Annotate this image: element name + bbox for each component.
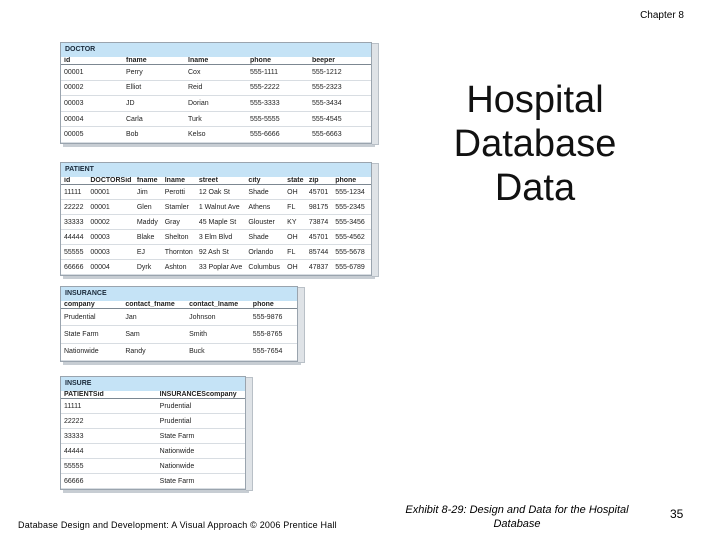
doctor-table (60, 42, 372, 144)
table-cell: 555-6666 (247, 127, 309, 143)
table-cell: 22222 (61, 414, 157, 429)
column-header: phone (250, 301, 297, 309)
table-cell: Columbus (245, 260, 284, 275)
column-header: beeper (309, 57, 371, 65)
table-cell: 00004 (61, 111, 123, 127)
table-cell: Ashton (162, 260, 196, 275)
table-cell: 22222 (61, 200, 87, 215)
table-cell: Stamler (162, 200, 196, 215)
table-cell: 66666 (61, 474, 157, 489)
table-cell: Buck (186, 343, 250, 360)
table-cell: State Farm (157, 429, 245, 444)
table-cell: 73874 (306, 215, 332, 230)
table-cell: 555-6663 (309, 127, 371, 143)
title-line-2: Database (453, 123, 617, 165)
column-header: company (61, 301, 122, 309)
column-header: fname (123, 57, 185, 65)
table-cell: 66666 (61, 260, 87, 275)
table-cell: 45701 (306, 230, 332, 245)
table-cell: 33333 (61, 429, 157, 444)
table-cell: 555-2222 (247, 80, 309, 96)
table-row (61, 245, 371, 260)
table-cell: KY (284, 215, 306, 230)
table-row (61, 429, 245, 444)
table-cell: Shade (245, 230, 284, 245)
table-cell: 555-2323 (309, 80, 371, 96)
table-edge (372, 163, 379, 277)
column-header: contact_lname (186, 301, 250, 309)
title-line-3: Data (494, 167, 576, 209)
table-cell: 555-3333 (247, 96, 309, 112)
table-cell: OH (284, 185, 306, 200)
table-row (61, 444, 245, 459)
table-row (61, 127, 371, 143)
table-cell: Jim (134, 185, 162, 200)
header-row (61, 301, 297, 309)
table-cell: Nationwide (157, 459, 245, 474)
table-cell: Prudential (157, 399, 245, 414)
table-cell: Perotti (162, 185, 196, 200)
table-name: INSURANCE (61, 287, 297, 301)
table-cell: 45701 (306, 185, 332, 200)
table-cell: Kelso (185, 127, 247, 143)
table-cell: 555-9876 (250, 309, 297, 326)
table-cell: 00001 (61, 65, 123, 81)
table-row (61, 96, 371, 112)
table-cell: 555-1212 (309, 65, 371, 81)
table-name: PATIENT (61, 163, 371, 177)
table-cell: 55555 (61, 459, 157, 474)
table-cell: 33 Poplar Ave (196, 260, 246, 275)
table-cell: 555-8765 (250, 326, 297, 343)
table-cell: Prudential (157, 414, 245, 429)
table-row (61, 200, 371, 215)
table-cell: Nationwide (61, 343, 122, 360)
table-cell: Gray (162, 215, 196, 230)
table-cell: 00004 (87, 260, 134, 275)
table-cell: Dorian (185, 96, 247, 112)
table-edge (246, 377, 253, 491)
table-cell: FL (284, 245, 306, 260)
table-cell: 44444 (61, 444, 157, 459)
table-grid (61, 391, 245, 489)
table-cell: 11111 (61, 185, 87, 200)
column-header: phone (332, 177, 371, 185)
table-cell: 92 Ash St (196, 245, 246, 260)
table-row (61, 185, 371, 200)
exhibit-caption: Exhibit 8-29: Design and Data for the Hospital Database (405, 504, 629, 530)
table-cell: Bob (123, 127, 185, 143)
column-header: id (61, 177, 87, 185)
table-cell: 00002 (61, 80, 123, 96)
table-name: INSURE (61, 377, 245, 391)
column-header: street (196, 177, 246, 185)
table-row (61, 80, 371, 96)
table-cell: 33333 (61, 215, 87, 230)
table-cell: State Farm (61, 326, 122, 343)
table-cell: Maddy (134, 215, 162, 230)
table-cell: Glen (134, 200, 162, 215)
patient-table (60, 162, 372, 276)
column-header: contact_fname (122, 301, 186, 309)
table-cell: 98175 (306, 200, 332, 215)
column-header: id (61, 57, 123, 65)
table-cell: Athens (245, 200, 284, 215)
table-cell: 11111 (61, 399, 157, 414)
table-cell: Cox (185, 65, 247, 81)
table-cell: 555-1111 (247, 65, 309, 81)
table-cell: 00005 (61, 127, 123, 143)
table-row (61, 309, 297, 326)
table-cell: 555-7654 (250, 343, 297, 360)
table-row (61, 215, 371, 230)
column-header: PATIENTSid (61, 391, 157, 399)
column-header: zip (306, 177, 332, 185)
table-cell: Sam (122, 326, 186, 343)
table-cell: Perry (123, 65, 185, 81)
table-cell: 555-3434 (309, 96, 371, 112)
table-grid (61, 57, 371, 143)
column-header: INSURANCEScompany (157, 391, 245, 399)
table-cell: 555-4545 (309, 111, 371, 127)
table-cell: Orlando (245, 245, 284, 260)
table-row (61, 474, 245, 489)
table-edge (372, 43, 379, 145)
table-row (61, 399, 245, 414)
table-cell: 55555 (61, 245, 87, 260)
column-header: fname (134, 177, 162, 185)
table-cell: 555-5555 (247, 111, 309, 127)
table-cell: 3 Elm Blvd (196, 230, 246, 245)
table-cell: 555-4562 (332, 230, 371, 245)
insurance-table (60, 286, 298, 362)
table-cell: 00003 (87, 245, 134, 260)
table-cell: Prudential (61, 309, 122, 326)
column-header: state (284, 177, 306, 185)
table-cell: Dyrk (134, 260, 162, 275)
footer-credit: Database Design and Development: A Visual Approach © 2006 Prentice Hall (18, 520, 337, 530)
table-row (61, 111, 371, 127)
table-cell: 47837 (306, 260, 332, 275)
table-cell: OH (284, 260, 306, 275)
table-cell: 85744 (306, 245, 332, 260)
table-cell: 00001 (87, 200, 134, 215)
table-cell: 00003 (61, 96, 123, 112)
table-cell: Randy (122, 343, 186, 360)
insure-table (60, 376, 246, 490)
column-header: DOCTORSid (87, 177, 134, 185)
table-row (61, 65, 371, 81)
table-cell: 555-5678 (332, 245, 371, 260)
column-header: phone (247, 57, 309, 65)
table-cell: Carla (123, 111, 185, 127)
header-row (61, 57, 371, 65)
table-cell: Shelton (162, 230, 196, 245)
table-cell: 1 Walnut Ave (196, 200, 246, 215)
slide-title (430, 78, 640, 210)
table-cell: Reid (185, 80, 247, 96)
table-cell: Shade (245, 185, 284, 200)
title-line-1: Hospital (466, 79, 604, 121)
header-row (61, 177, 371, 185)
table-cell: 555-1234 (332, 185, 371, 200)
table-cell: 00001 (87, 185, 134, 200)
table-cell: Thornton (162, 245, 196, 260)
table-edge (298, 287, 305, 363)
table-cell: 12 Oak St (196, 185, 246, 200)
table-cell: Blake (134, 230, 162, 245)
table-row (61, 260, 371, 275)
table-cell: 00003 (87, 230, 134, 245)
column-header: lname (185, 57, 247, 65)
table-row (61, 230, 371, 245)
table-cell: FL (284, 200, 306, 215)
table-cell: JD (123, 96, 185, 112)
table-cell: Turk (185, 111, 247, 127)
table-cell: EJ (134, 245, 162, 260)
table-grid (61, 301, 297, 361)
table-cell: State Farm (157, 474, 245, 489)
table-cell: 45 Maple St (196, 215, 246, 230)
table-cell: 00002 (87, 215, 134, 230)
table-cell: 555-6789 (332, 260, 371, 275)
table-row (61, 459, 245, 474)
table-row (61, 326, 297, 343)
table-cell: Jan (122, 309, 186, 326)
chapter-label: Chapter 8 (640, 10, 684, 21)
column-header: city (245, 177, 284, 185)
table-row (61, 343, 297, 360)
table-cell: 555-3456 (332, 215, 371, 230)
table-grid (61, 177, 371, 275)
page-number: 35 (670, 507, 684, 521)
table-cell: 555-2345 (332, 200, 371, 215)
table-cell: Glouster (245, 215, 284, 230)
header-row (61, 391, 245, 399)
table-row (61, 414, 245, 429)
table-cell: Elliot (123, 80, 185, 96)
table-cell: 44444 (61, 230, 87, 245)
table-name: DOCTOR (61, 43, 371, 57)
column-header: lname (162, 177, 196, 185)
table-cell: Smith (186, 326, 250, 343)
table-cell: OH (284, 230, 306, 245)
table-cell: Johnson (186, 309, 250, 326)
table-cell: Nationwide (157, 444, 245, 459)
